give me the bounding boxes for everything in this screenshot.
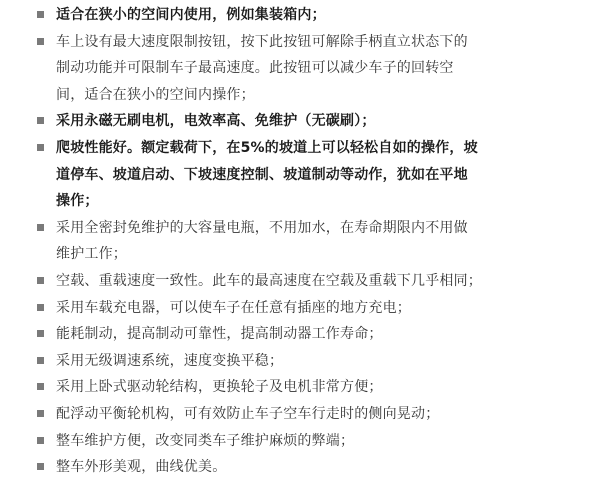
feature-text: 制动功能并可限制车子最高速度。此按钮可以减少车子的回转空 bbox=[56, 60, 454, 77]
square-bullet-icon bbox=[37, 383, 44, 390]
feature-text: 维护工作； bbox=[56, 246, 127, 263]
feature-text: 适合在狭小的空间内使用，例如集装箱内； bbox=[56, 7, 326, 23]
feature-text: 爬坡性能好。额定载荷下，在5%的坡道上可以轻松自如的操作，坡 bbox=[56, 139, 478, 156]
feature-item bbox=[0, 454, 600, 481]
square-bullet-icon bbox=[37, 38, 44, 45]
feature-text: 配浮动平衡轮机构，可有效防止车子空车行走时的侧向晃动； bbox=[56, 405, 440, 422]
feature-text: 车上设有最大速度限制按钮，按下此按钮可解除手柄直立状态下的 bbox=[56, 33, 468, 50]
feature-text: 道停车、坡道启动、下坡速度控制、坡道制动等动作，犹如在平地 bbox=[56, 166, 468, 183]
feature-text: 采用上卧式驱动轮结构，更换轮子及电机非常方便； bbox=[56, 379, 383, 396]
square-bullet-icon bbox=[37, 11, 44, 18]
feature-list bbox=[0, 2, 600, 481]
feature-item bbox=[0, 401, 600, 428]
feature-text: 采用无级调速系统，速度变换平稳； bbox=[56, 352, 284, 369]
feature-text: 采用车载充电器，可以使车子在任意有插座的地方充电； bbox=[56, 299, 411, 316]
feature-item bbox=[0, 29, 600, 109]
square-bullet-icon bbox=[37, 224, 44, 231]
feature-text: 能耗制动，提高制动可靠性，提高制动器工作寿命； bbox=[56, 326, 383, 343]
feature-item bbox=[0, 108, 600, 135]
feature-item bbox=[0, 374, 600, 401]
feature-item bbox=[0, 348, 600, 375]
feature-text: 操作； bbox=[56, 193, 99, 210]
square-bullet-icon bbox=[37, 463, 44, 470]
feature-item bbox=[0, 428, 600, 455]
square-bullet-icon bbox=[37, 410, 44, 417]
square-bullet-icon bbox=[37, 437, 44, 444]
feature-item bbox=[0, 295, 600, 322]
feature-item bbox=[0, 135, 600, 215]
feature-item bbox=[0, 268, 600, 295]
feature-item bbox=[0, 2, 600, 29]
feature-item bbox=[0, 215, 600, 268]
feature-text: 采用永磁无刷电机，电效率高、免维护（无碳刷）； bbox=[56, 113, 376, 130]
feature-text: 整车维护方便，改变同类车子维护麻烦的弊端； bbox=[56, 432, 355, 449]
square-bullet-icon bbox=[37, 304, 44, 311]
square-bullet-icon bbox=[37, 277, 44, 284]
square-bullet-icon bbox=[37, 144, 44, 151]
square-bullet-icon bbox=[37, 330, 44, 337]
square-bullet-icon bbox=[37, 357, 44, 364]
feature-text: 间，适合在狭小的空间内操作； bbox=[56, 86, 255, 103]
feature-text: 采用全密封免维护的大容量电瓶，不用加水，在寿命期限内不用做 bbox=[56, 219, 468, 236]
square-bullet-icon bbox=[37, 117, 44, 124]
feature-text: 空载、重载速度一致性。此车的最高速度在空载及重载下几乎相同； bbox=[56, 272, 482, 289]
feature-text: 整车外形美观，曲线优美。 bbox=[56, 459, 227, 476]
feature-item bbox=[0, 321, 600, 348]
